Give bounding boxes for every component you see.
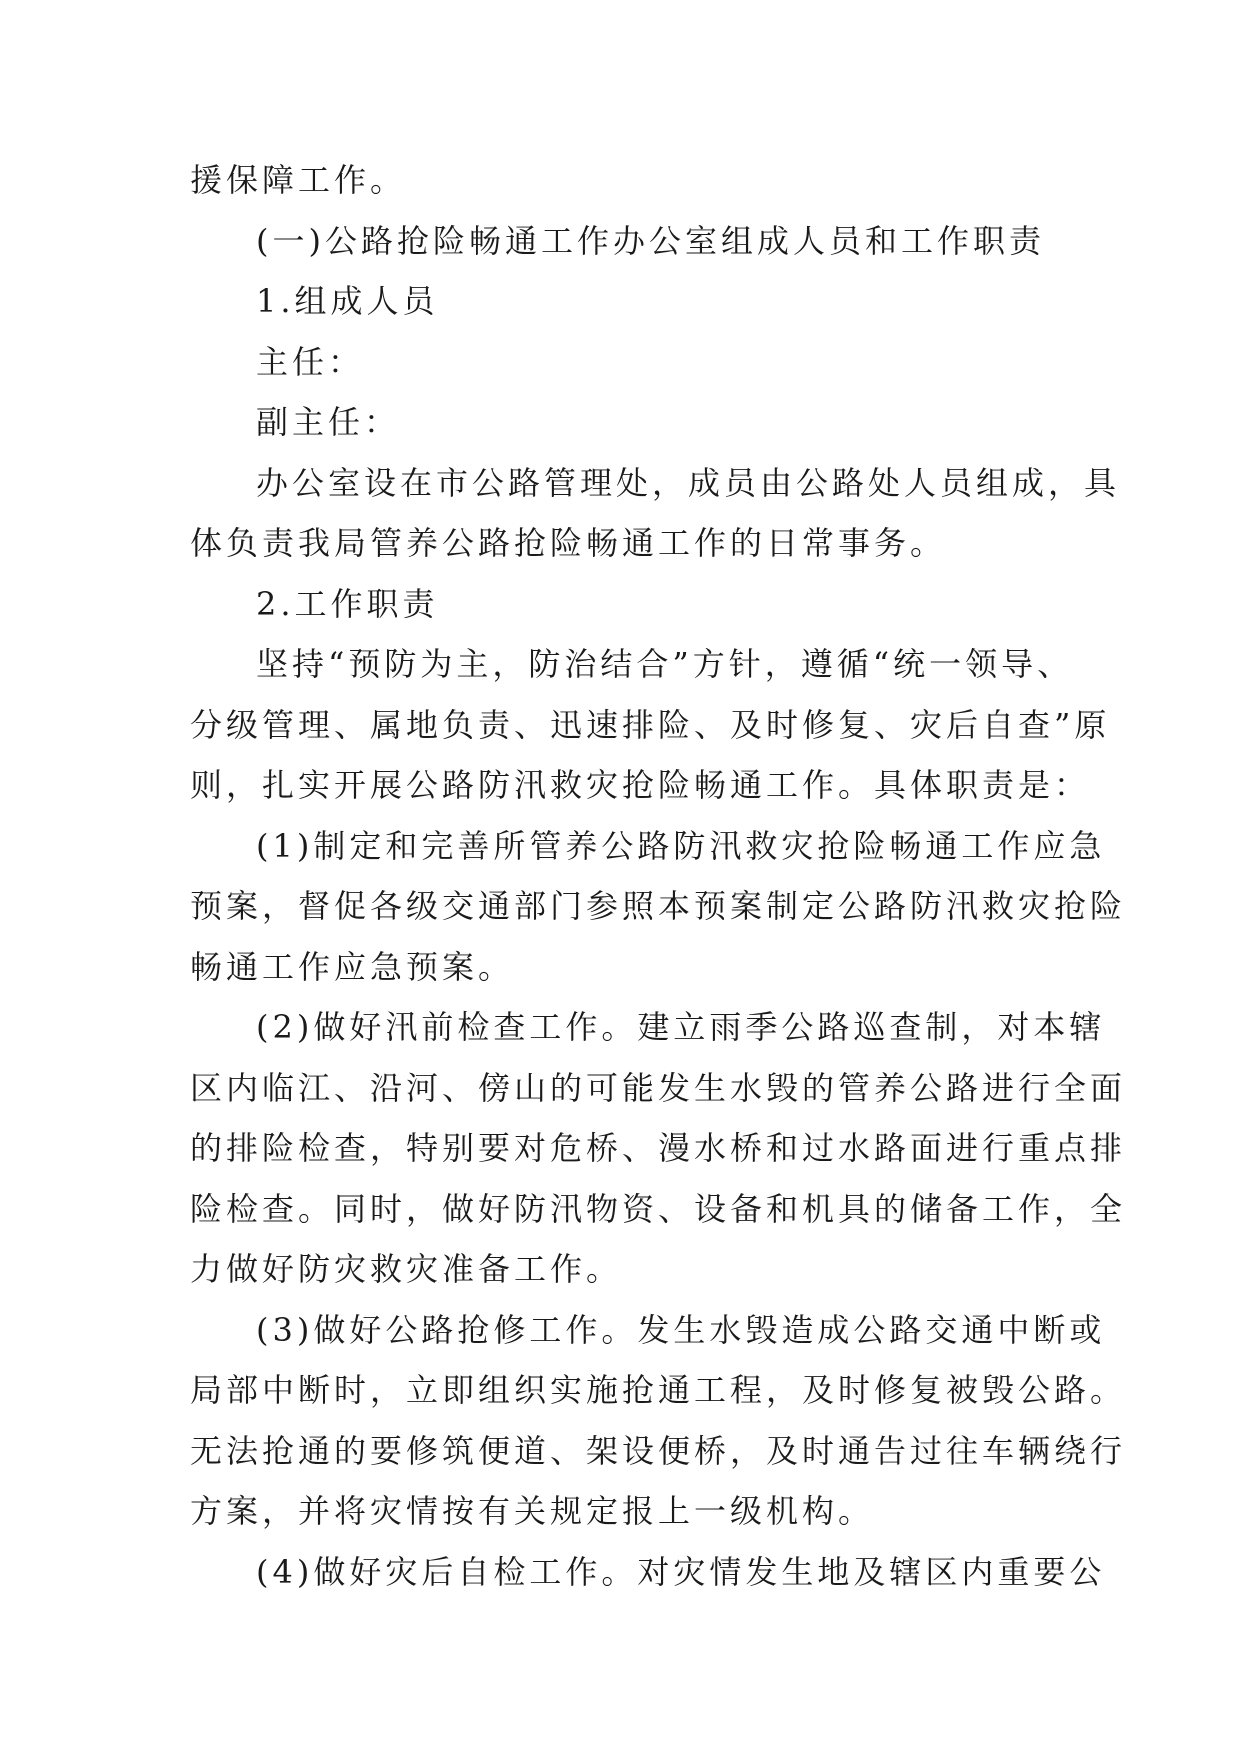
text-line: 无法抢通的要修筑便道、架设便桥，及时通告过往车辆绕行 [190,1431,1127,1470]
text-line: 副主任： [256,403,401,441]
text-line: 畅通工作应急预案。 [190,947,515,986]
text-line: 局部中断时，立即组织实施抢通工程，及时修复被毁公路。 [190,1371,1127,1409]
text-line: 则，扎实开展公路防汛救灾抢险畅通工作。具体职责是： [190,766,1091,804]
text-line: 坚持“预防为主，防治结合”方针，遵循“统一领导、 [256,645,1074,683]
text-line: 主任： [256,342,365,381]
text-line: 预案，督促各级交通部门参照本预案制定公路防汛救灾抢险 [190,887,1127,925]
text-line: 体负责我局管养公路抢险畅通工作的日常事务。 [190,524,947,562]
text-line: 力做好防灾救灾准备工作。 [190,1250,623,1288]
text-line: 分级管理、属地负责、迅速排险、及时修复、灾后自查”原 [190,705,1111,744]
section-heading: (一)公路抢险畅通工作办公室组成人员和工作职责 [256,221,1045,260]
text-line: 区内临江、沿河、傍山的可能发生水毁的管养公路进行全面 [190,1068,1127,1107]
text-line: (3)做好公路抢修工作。发生水毁造成公路交通中断或 [256,1310,1106,1349]
text-line: (2)做好汛前检查工作。建立雨季公路巡查制，对本辖 [256,1008,1106,1046]
text-line: (4)做好灾后自检工作。对灾情发生地及辖区内重要公 [256,1552,1106,1591]
text-line: (1)制定和完善所管养公路防汛救灾抢险畅通工作应急 [256,826,1106,865]
subsection-heading: 1.组成人员 [256,282,439,320]
subsection-heading: 2.工作职责 [256,584,439,623]
text-line: 办公室设在市公路管理处，成员由公路处人员组成，具 [256,463,1121,502]
text-line: 险检查。同时，做好防汛物资、设备和机具的储备工作，全 [190,1189,1127,1228]
document-body [190,150,1127,1602]
text-line: 方案，并将灾情按有关规定报上一级机构。 [190,1492,875,1530]
text-line: 的排险检查，特别要对危桥、漫水桥和过水路面进行重点排 [190,1129,1127,1167]
text-line: 援保障工作。 [190,161,407,199]
